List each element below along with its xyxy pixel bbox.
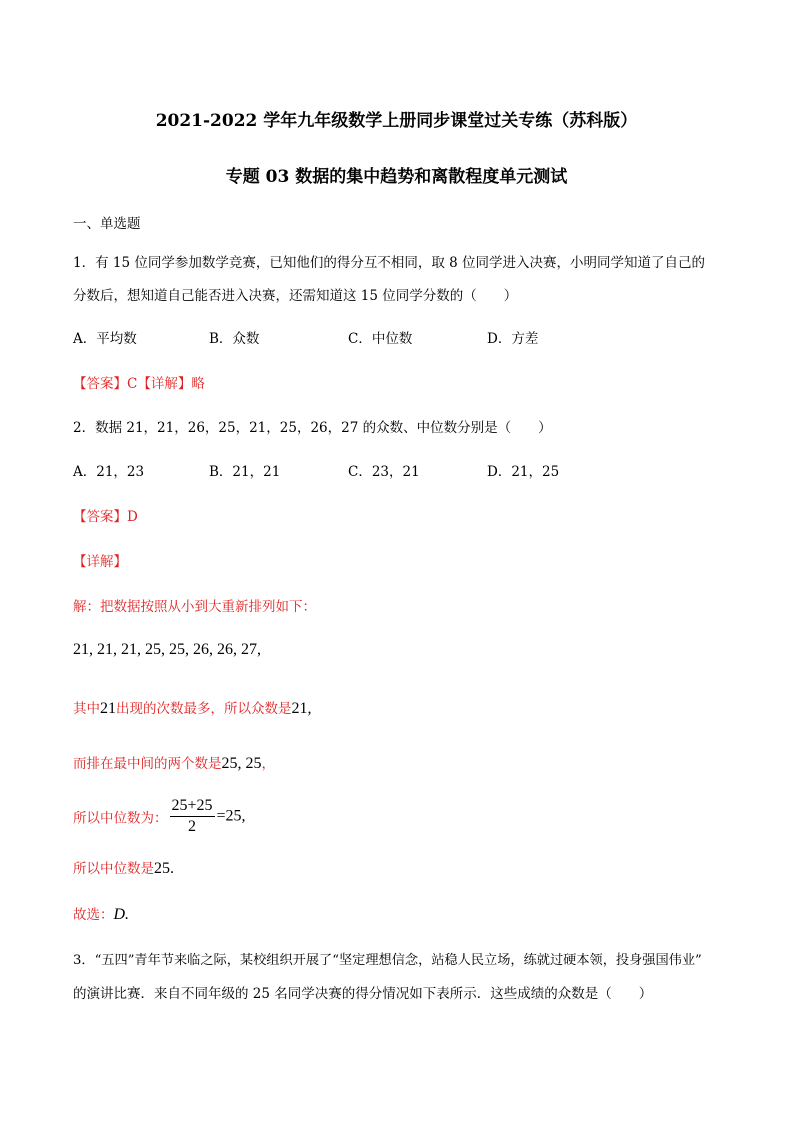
q1-answer: 【答案】C【详解】略 — [73, 376, 205, 392]
q3-stem-line1: 3．“五四”青年节来临之际，某校组织开展了“坚定理想信念，站稳人民立场，练就过硬本领，投身强国伟业” — [73, 953, 702, 968]
q1-stem-line1: 1．有 15 位同学参加数学竞赛，已知他们的得分互不相同，取 8 位同学进入决赛，小明同学知道了自己的 — [73, 255, 706, 271]
q1-stem-line2: 分数后，想知道自己能否进入决赛，还需知道这 15 位同学分数的（ ） — [73, 288, 518, 304]
q2-mode-number: 21 — [100, 700, 116, 717]
q3-stem-line2: 的演讲比赛．来自不同年级的 25 名同学决赛的得分情况如下表所示．这些成绩的众数是（ ） — [73, 986, 653, 1002]
q2-detail-label: 【详解】 — [73, 554, 127, 570]
q2-mode-value: 21, — [291, 700, 312, 717]
q2-choose-line — [73, 903, 129, 924]
q1-option-a: A．平均数 — [73, 331, 137, 347]
q2-middle-suffix: ， — [261, 756, 275, 772]
q2-middle-values: 25, 25 — [221, 755, 262, 772]
q2-middle-line — [73, 752, 275, 773]
q2-option-a: A．21，23 — [73, 464, 145, 480]
section-heading: 一、单选题 — [73, 216, 141, 232]
q2-solution-intro: 解：把数据按照从小到大重新排列如下： — [73, 599, 316, 615]
document-subtitle: 专题 03 数据的集中趋势和离散程度单元测试 — [225, 167, 568, 187]
q2-median-calc-prefix: 所以中位数为： — [73, 810, 168, 827]
q2-option-b: B．21，21 — [209, 464, 281, 480]
q2-median-fraction — [170, 797, 215, 836]
q2-option-c: C．23，21 — [348, 464, 420, 480]
q2-median-prefix: 所以中位数是 — [73, 861, 154, 877]
q2-sorted-data: 21, 21, 21, 25, 25, 26, 26, 27, — [73, 641, 261, 658]
q1-option-c: C．中位数 — [348, 331, 413, 347]
q2-median-calc-result: =25, — [216, 807, 246, 825]
q2-mode-mid: 出现的次数最多，所以众数是 — [116, 701, 292, 717]
q2-middle-prefix: 而排在最中间的两个数是 — [73, 756, 222, 772]
q2-answer: 【答案】D — [73, 509, 138, 525]
document-title: 2021-2022 学年九年级数学上册同步课堂过关专练（苏科版） — [155, 111, 638, 131]
q1-option-b: B．众数 — [209, 331, 260, 347]
fraction-numerator: 25+25 — [170, 797, 215, 817]
q2-mode-line — [73, 697, 312, 718]
q2-choose-prefix: 故选： — [73, 907, 114, 923]
q2-stem: 2．数据 21，21，26，25，21，25，26，27 的众数、中位数分别是（ ） — [73, 420, 552, 436]
fraction-denominator: 2 — [188, 818, 197, 835]
q2-choose-value: D. — [113, 906, 130, 923]
q2-mode-prefix: 其中 — [73, 701, 100, 717]
q2-median-value: 25. — [154, 860, 174, 877]
q1-option-d: D．方差 — [487, 331, 539, 347]
q2-option-d: D．21，25 — [487, 464, 560, 480]
q2-median-calc-line — [73, 797, 246, 836]
q2-median-line — [73, 857, 174, 878]
